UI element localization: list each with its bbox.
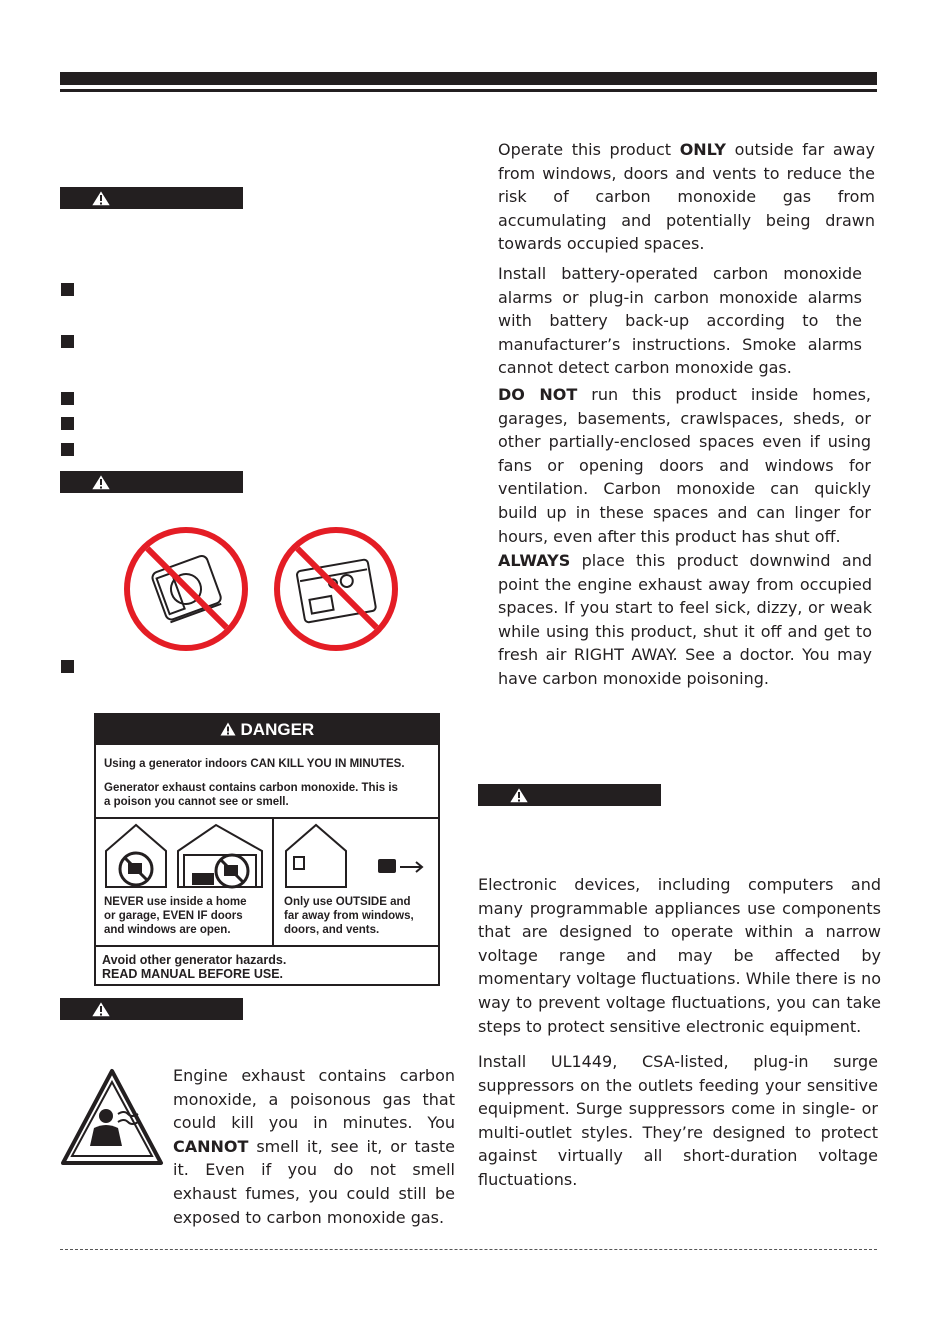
- paragraph-do-not: DO NOT run this product inside homes, garages, basements, crawlspaces, sheds, or other partially-enclosed spaces even if using fans or opening doors and windows for ventilation. Carbon monoxide can quickly build up in these spaces and can linger for hours, even after this product has shut off.: [498, 385, 872, 546]
- never-line-3: and windows are open.: [104, 924, 231, 936]
- bullet-square: [61, 417, 74, 430]
- header-rule-thin: [60, 89, 877, 92]
- bullet-square: [61, 660, 74, 673]
- bullet-square: [61, 335, 74, 348]
- house-garage-icon: [102, 821, 266, 889]
- toxic-fumes-icon: [60, 1068, 164, 1166]
- no-indoor-generator-icon: [274, 527, 398, 651]
- bullet-square: [61, 283, 74, 296]
- warning-bar: [60, 998, 243, 1020]
- only-line-2: far away from windows,: [284, 910, 414, 922]
- paragraph-surge-suppressors: Install UL1449, CSA-listed, plug-in surge suppressors on the outlets feeding your sensitive equipment. Surge suppressors come in single- or multi-outlet styles. They’re designed to protect against virtually all short-duration voltage fluctuations.: [478, 1052, 878, 1189]
- warning-triangle-icon: [220, 722, 236, 736]
- never-line-1: NEVER use inside a home: [104, 896, 247, 908]
- warning-bar: [60, 187, 243, 209]
- footer-dashed-rule: [60, 1249, 877, 1250]
- danger-title: DANGER: [240, 720, 315, 739]
- only-line-3: doors, and vents.: [284, 924, 380, 936]
- paragraph-co-alarms: Install battery-operated carbon monoxide alarms or plug-in carbon monoxide alarms with battery back-up according to the manufacturer’s instructions. Smoke alarms cannot detect carbon monoxide gas.: [498, 264, 862, 378]
- warning-bar: [60, 471, 243, 493]
- danger-label: [94, 713, 440, 986]
- exhaust-paragraph: Engine exhaust contains carbon monoxide, a poisonous gas that could kill you in minutes. You CANNOT smell it, see it, or taste it. Even if you do not smell exhaust fumes, you could still be exposed to carbon monoxide gas.: [173, 1066, 455, 1227]
- divider: [96, 945, 438, 947]
- warning-triangle-icon: [508, 786, 530, 804]
- danger-line-1: Using a generator indoors CAN KILL YOU IN MINUTES.: [104, 758, 405, 770]
- warning-triangle-icon: [90, 473, 112, 491]
- warning-triangle-icon: [90, 189, 112, 207]
- header-rule-thick: [60, 72, 877, 85]
- bullet-square: [61, 392, 74, 405]
- danger-header: [96, 715, 438, 745]
- bullet-square: [61, 443, 74, 456]
- footer-line-2: READ MANUAL BEFORE USE.: [102, 967, 284, 981]
- paragraph-always: ALWAYS place this product downwind and point the engine exhaust away from occupied spaces. If you start to feel sick, dizzy, or weak while using this product, shut it off and get to fresh air RIGHT AWAY. See a doctor. You may have carbon monoxide poisoning.: [498, 551, 872, 688]
- paragraph-operate-outside: Operate this product ONLY outside far away from windows, doors and vents to reduce the risk of carbon monoxide gas from accumulating and potentially being drawn towards occupied spaces.: [498, 140, 875, 254]
- danger-line-2b: a poison you cannot see or smell.: [104, 796, 289, 808]
- never-line-2: or garage, EVEN IF doors: [104, 910, 243, 922]
- warning-bar: [478, 784, 661, 806]
- danger-line-2a: Generator exhaust contains carbon monoxide. This is: [104, 782, 398, 794]
- no-indoor-generator-icon: [124, 527, 248, 651]
- warning-triangle-icon: [90, 1000, 112, 1018]
- divider: [272, 819, 274, 945]
- footer-line-1: Avoid other generator hazards.: [102, 953, 287, 967]
- paragraph-electronic-devices: Electronic devices, including computers and many programmable appliances use components that are designed to operate within a narrow voltage range and may be affected by momentary voltage fluctuations. While there is no way to prevent voltage fluctuations, you can take steps to protect sensitive electronic equipment.: [478, 875, 881, 1036]
- divider: [96, 817, 438, 819]
- only-line-1: Only use OUTSIDE and: [284, 896, 411, 908]
- outside-generator-icon: [282, 821, 432, 889]
